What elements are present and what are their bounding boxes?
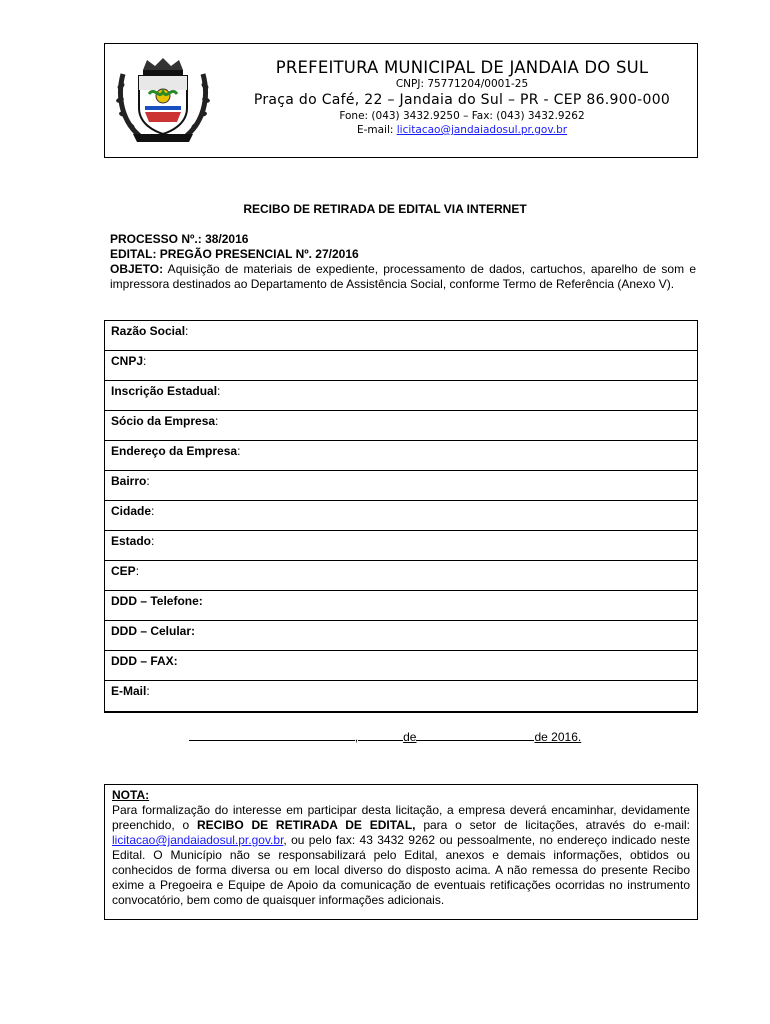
form-row-telefone[interactable]: [105, 591, 697, 621]
form-row-socio[interactable]: [105, 411, 697, 441]
form-row-cep[interactable]: [105, 561, 697, 591]
form-row-email[interactable]: [105, 681, 697, 711]
note-bold-text: RECIBO DE RETIRADA DE EDITAL,: [196, 818, 416, 832]
field-label: DDD – FAX:: [111, 654, 178, 668]
note-text-3: , ou pelo fax: 43 3432 9262 ou pessoalmente, no endereço indicado neste Edital. O Município não se responsabilizará pelo Edital, anexos e demais informações, obtidos ou conhecidos de forma diversa ou em local diverso do disposto acima. A não remessa do presente Recibo exime a Pregoeira e Equipe de Apoio da comunicação de eventuais retificações ocorridas no instrumento convocatório, bem como de quaisquer informações adicionais.: [112, 833, 690, 907]
letterhead: [104, 43, 698, 158]
note-text-2: para o setor de licitações, através do e-mail:: [415, 818, 691, 832]
field-label: Sócio da Empresa: [111, 414, 216, 428]
field-label: Inscrição Estadual: [111, 384, 218, 398]
field-colon: :: [143, 354, 147, 368]
company-form: [104, 320, 698, 713]
form-row-endereco[interactable]: [105, 441, 697, 471]
email-label: E-mail:: [356, 124, 397, 136]
note-box: [104, 784, 698, 920]
field-label: Endereço da Empresa: [111, 444, 238, 458]
date-comma: ,: [354, 730, 359, 744]
date-de: de: [403, 730, 417, 744]
day-blank[interactable]: [358, 729, 403, 741]
process-info: [110, 232, 696, 292]
field-label: Cidade: [111, 504, 152, 518]
objeto-label: OBJETO:: [110, 262, 164, 276]
form-row-razao-social[interactable]: [105, 321, 697, 351]
date-year: de 2016.: [534, 730, 582, 744]
field-label: E-Mail: [111, 684, 147, 698]
city-blank[interactable]: [189, 729, 355, 741]
form-row-bairro[interactable]: [105, 471, 697, 501]
field-colon: :: [135, 564, 140, 578]
municipality-name: PREFEITURA MUNICIPAL DE JANDAIA DO SUL: [275, 58, 649, 77]
objeto-text: Aquisição de materiais de expediente, processamento de dados, cartuchos, aparelho de som e impressora destinados ao Departamento de Assistência Social, conforme Termo de Referência (Anexo V).: [110, 262, 696, 291]
note-email-link[interactable]: licitacao@jandaiadosul.pr.gov.br: [112, 833, 284, 847]
field-label: Estado: [111, 534, 152, 548]
edital-number: EDITAL: PREGÃO PRESENCIAL Nº. 27/2016: [110, 247, 359, 261]
municipal-coat-of-arms-icon: [115, 56, 211, 148]
field-colon: :: [151, 504, 155, 518]
field-label: DDD – Telefone:: [111, 594, 203, 608]
field-colon: :: [146, 474, 150, 488]
note-text-1: Para formalização do interesse em participar desta licitação, a empresa deverá encaminhar, devidamente preenchido, o: [112, 803, 690, 832]
field-label: Bairro: [111, 474, 147, 488]
field-colon: :: [146, 684, 150, 698]
note-title: NOTA:: [112, 788, 150, 802]
field-label: CEP: [111, 564, 136, 578]
form-row-estado[interactable]: [105, 531, 697, 561]
date-signature-line: [0, 729, 770, 744]
field-colon: :: [151, 534, 155, 548]
municipality-phone: Fone: (043) 3432.9250 – Fax: (043) 3432.9262: [339, 110, 585, 122]
field-colon: :: [215, 414, 219, 428]
municipality-address: Praça do Café, 22 – Jandaia do Sul – PR - CEP 86.900-000: [253, 92, 671, 108]
form-row-cnpj[interactable]: [105, 351, 697, 381]
field-colon: :: [217, 384, 221, 398]
form-row-fax[interactable]: [105, 651, 697, 681]
municipality-cnpj: CNPJ: 75771204/0001-25: [395, 78, 529, 90]
note-body: [112, 803, 690, 908]
form-row-cidade[interactable]: [105, 501, 697, 531]
objeto-paragraph: [110, 262, 696, 292]
field-label: Razão Social: [111, 324, 186, 338]
municipality-email-line: [235, 123, 689, 137]
field-label: CNPJ: [111, 354, 144, 368]
process-number: PROCESSO Nº.: 38/2016: [110, 232, 249, 246]
form-row-inscricao-estadual[interactable]: [105, 381, 697, 411]
field-colon: :: [185, 324, 189, 338]
month-blank[interactable]: [416, 729, 534, 741]
document-title: RECIBO DE RETIRADA DE EDITAL VIA INTERNET: [243, 202, 527, 216]
field-colon: :: [237, 444, 241, 458]
field-label: DDD – Celular:: [111, 624, 196, 638]
form-row-celular[interactable]: [105, 621, 697, 651]
header-email-link[interactable]: licitacao@jandaiadosul.pr.gov.br: [396, 124, 568, 136]
